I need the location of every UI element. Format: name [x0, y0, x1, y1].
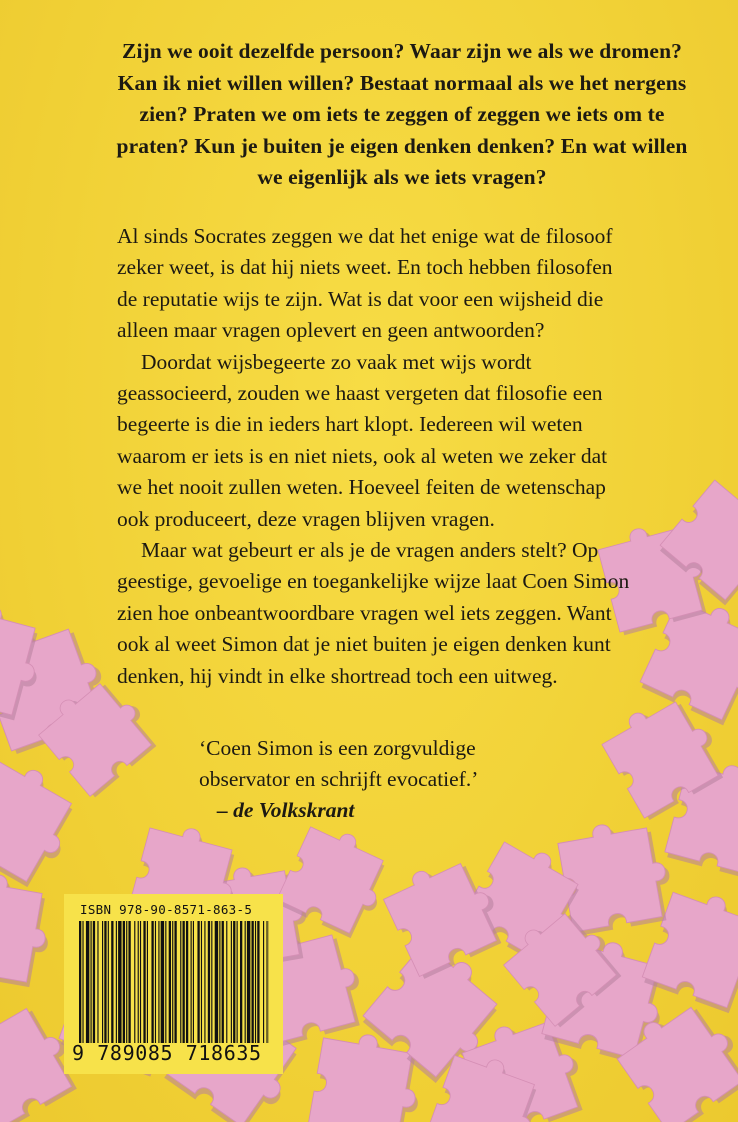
barcode-bar	[104, 921, 106, 1043]
barcode-bar	[197, 921, 199, 1043]
barcode-bar	[215, 921, 218, 1043]
barcode-bar	[222, 921, 224, 1043]
barcode-bar	[82, 921, 83, 1043]
barcode-bar	[186, 921, 188, 1043]
barcode-bar	[252, 921, 254, 1043]
barcode-bar	[266, 921, 267, 1043]
barcode-bar	[155, 921, 156, 1043]
barcode-bar	[231, 921, 232, 1043]
quote-line-2: observator en schrijft evocatief.’	[199, 767, 479, 791]
barcode-bar	[169, 921, 171, 1043]
barcode-bar	[180, 921, 181, 1043]
barcode-bar	[158, 921, 159, 1043]
barcode-bar	[126, 921, 127, 1043]
barcode-bar	[193, 921, 194, 1043]
barcode-bar	[255, 921, 256, 1043]
barcode-bar	[116, 921, 117, 1043]
isbn-label: ISBN 978-90-8571-863-5	[80, 902, 253, 917]
barcode-bar	[91, 921, 92, 1043]
barcode-bar	[97, 921, 98, 1043]
barcode-bar	[233, 921, 235, 1043]
barcode-bar	[263, 921, 264, 1043]
barcode-bar	[93, 921, 95, 1043]
blurb-paragraph-3: Maar wat gebeurt er als je de vragen anders stelt? Op geestige, gevoelige en toegankelijke wijze laat Coen Simon zien hoe onbeantwoordbare vragen wel iets zeggen. Want ook al weet Simon dat je niet buiten je eigen denken kunt denken, hij vindt in elke shortread toch een uitweg.	[117, 538, 630, 688]
barcode-bars	[79, 921, 269, 1043]
barcode-bar	[138, 921, 139, 1043]
barcode-bar	[79, 921, 81, 1043]
barcode-bar	[191, 921, 192, 1043]
barcode-bar	[161, 921, 164, 1043]
puzzle-piece	[556, 815, 677, 937]
barcode-bar	[123, 921, 125, 1043]
quote-line-1: ‘Coen Simon is een zorgvuldige	[199, 736, 476, 760]
barcode-bar	[211, 921, 212, 1043]
barcode-bar	[240, 921, 242, 1043]
barcode-bar	[219, 921, 220, 1043]
barcode-bar	[247, 921, 250, 1043]
barcode-bar	[172, 921, 173, 1043]
barcode-bar	[111, 921, 113, 1043]
barcode-bar	[151, 921, 153, 1043]
barcode-bar	[237, 921, 238, 1043]
barcode-bar	[165, 921, 166, 1043]
barcode-bar	[108, 921, 109, 1043]
barcode-bar	[128, 921, 130, 1043]
barcode-bar	[174, 921, 176, 1043]
barcode-bar	[201, 921, 202, 1043]
barcode-bar	[102, 921, 103, 1043]
barcode-bar	[118, 921, 121, 1043]
barcode-bar	[257, 921, 259, 1043]
barcode-digits: 9 789085 718635	[72, 1041, 262, 1065]
barcode-panel	[64, 894, 283, 1074]
barcode-bar	[134, 921, 135, 1043]
blurb-paragraph-1: Al sinds Socrates zeggen we dat het enige wat de filosoof zeker weet, is dat hij niets weet. En toch hebben filosofen de reputatie wijs te zijn. Wat is dat voor een wijsheid die alleen maar vragen oplevert en geen antwoorden?	[117, 224, 613, 343]
puzzle-piece	[0, 867, 58, 989]
blurb-paragraph-2: Doordat wijsbegeerte zo vaak met wijs wordt geassocieerd, zouden we haast vergeten dat filosofie een begeerte is die in ieders hart klopt. Iedereen wil weten waarom er iets is en niet niets, ook al weten we zeker dat we het nooit zullen weten. Hoeveel feiten de wetenschap ook produceert, deze vragen blijven vragen.	[117, 349, 608, 531]
blurb-text	[117, 221, 637, 692]
barcode-bar	[86, 921, 89, 1043]
barcode-bar	[140, 921, 141, 1043]
barcode-bar	[183, 921, 185, 1043]
barcode-bar	[245, 921, 246, 1043]
press-quote	[199, 733, 619, 826]
barcode-bar	[204, 921, 205, 1043]
quote-source: – de Volkskrant	[217, 798, 355, 822]
barcode-bar	[208, 921, 210, 1043]
barcode-bar	[143, 921, 145, 1043]
barcode-bar	[226, 921, 227, 1043]
barcode-bar	[147, 921, 148, 1043]
questions-heading: Zijn we ooit dezelfde persoon? Waar zijn we als we dromen? Kan ik niet willen willen? Bestaat normaal als we het nergens zien? Praten we om iets te zeggen of zeggen we iets om te praten? Kun je buiten je eigen denken denken? En wat willen we eigenlijk als we iets vragen?	[116, 39, 688, 189]
